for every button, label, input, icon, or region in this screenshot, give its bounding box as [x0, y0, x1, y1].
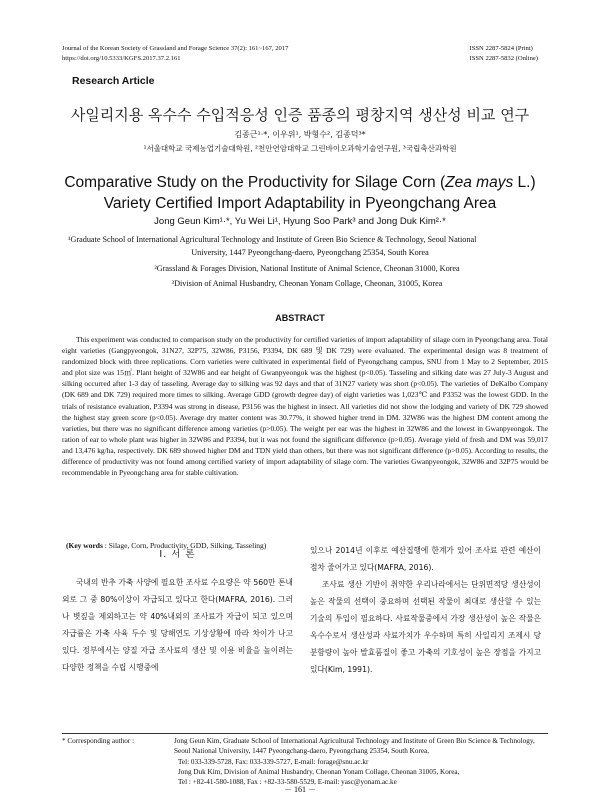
affiliation-1-line1: ¹Graduate School of International Agricultural Technology and Institute of Green Bio Science & Technology, Seoul National — [68, 235, 477, 244]
journal-header — [62, 44, 288, 63]
issn-block — [470, 44, 539, 63]
footnote-label: * Corresponding author : — [62, 737, 135, 745]
journal-citation: Journal of the Korean Society of Grassland and Forage Science 37(2): 161~167, 2017 — [62, 45, 289, 52]
keywords-label: (Key words — [66, 541, 103, 550]
article-type: Research Article — [72, 75, 155, 87]
english-title-part2: L.) Variety Certified Import Adaptability in Pyeongchang Area — [103, 174, 536, 212]
issn-online: ISSN 2287-5832 (Online) — [469, 54, 538, 62]
english-title-species: Zea mays — [445, 174, 514, 191]
english-title-part1: Comparative Study on the Productivity for Silage Corn ( — [64, 174, 446, 191]
body-left-column: 국내의 반추 가축 사양에 필요한 조사료 수요량은 약 560만 톤내외로 그 중 80%이상이 자급되고 있다고 한다(MAFRA, 2016). 그러나 볏짚을 제외하고는 약 40%내외의 조사료가 자급이 되고 있으며 자급률은 가축 사육 두수 및 당해연도 기상상황에 따라 차이가 나고 있다. 정부에서는 양질 자급 조사료의 생산 및 이용 비율을 높이려는 다양한 정책을 수립 시행중에 — [62, 578, 293, 672]
corresponding-author-footnote — [62, 736, 548, 787]
abstract-heading: ABSTRACT — [275, 313, 325, 323]
right-paragraph-1: 있으나 2014년 이후로 예산집행에 한계가 있어 조사료 관련 예산이 점차 줄어가고 있다(MAFRA, 2016). — [310, 546, 541, 572]
body-right-column — [310, 542, 541, 678]
korean-title: 사일리지용 옥수수 수입적응성 인증 품종의 평창지역 생산성 비교 연구 — [70, 106, 530, 124]
affiliation-1-line2: University, 1447 Pyeongchang-daero, Pyeongchang 25354, South Korea — [191, 248, 429, 257]
footnote-divider — [62, 733, 548, 734]
page-number: － 161 － — [284, 785, 316, 794]
keywords-list: : Silage, Corn, Productivity, GDD, Silking, Tasseling) — [102, 541, 267, 550]
footnote-line1: Jong Geun Kim, Graduate School of International Agricultural Technology and Institute of Green Bio Science & Technology, Seoul National University, 1447 Pyeongchang-daero, Pyeongchang 25354, South Korea, — [174, 737, 535, 756]
footnote-line4: Tel : +82-41-580-1088, Fax : +82-33-580-5529, E-mail: yasc@yonam.ac.ke — [178, 778, 397, 787]
issn-print: ISSN 2287-5824 (Print) — [469, 45, 533, 52]
korean-authors: 김종근¹·*, 이우위¹, 박형수², 김종덕³* — [234, 130, 366, 139]
doi-link[interactable]: https://doi.org/10.5333/KGFS.2017.37.2.161 — [62, 54, 181, 62]
english-authors: Jong Geun Kim¹·*, Yu Wei Li¹, Hyung Soo Park³ and Jong Duk Kim²·* — [154, 216, 446, 227]
affiliation-3: ³Division of Animal Husbandry, Cheonan Yonam Collage, Cheonan, 31005, Korea — [171, 279, 443, 288]
footnote-line3: Jong Duk Kim, Division of Animal Husbandry, Cheonan Yonam Collage, Cheonan 31005, Korea, — [178, 767, 460, 776]
affiliation-2: ²Grassland & Forages Division, National Institute of Animal Science, Cheonan 31000, Korea — [154, 264, 460, 273]
right-paragraph-2: 조사료 생산 기반이 취약한 우리나라에서는 단위면적당 생산성이 높은 작물의 선택이 중요하며 선택된 작물이 최대로 생산할 수 있는 기술의 투입이 필요하다. 사료작물중에서 가장 생산성이 높은 작물은 옥수수로서 생산성과 사료가치가 우수하며 특히 사일리지 조제시 당분함량이 높아 발효품질이 좋고 가축의 기호성이 높은 장점을 가지고 있다(Kim, 1991). — [310, 580, 541, 674]
korean-affiliations: ¹서울대학교 국제농업기술대학원, ²천안연암대학교 그린바이오과학기술연구원, ³국립축산과학원 — [143, 144, 457, 153]
footnote-line2: Tel: 033-339-5728, Fax: 033-339-5727, E-mail: forage@snu.ac.kr — [178, 757, 369, 766]
section-heading-introduction: Ⅰ. 서 론 — [159, 549, 196, 560]
english-title — [50, 172, 550, 214]
abstract-text: This experiment was conducted to comparison study on the productivity for certified varieties of import adaptability of silage corn in Pyeongchang area. Total eight varieties (Gangpyeongok, 31N27, 32P75, 32W86, P3156, P3394, DK 689 및 DK 729) were evaluated. The experimental design was 8 treatment of randomized block with three replications. Corn varieties were cultivated in experimental field of Pyeongchang campus, SNU from 1 May to 2 September, 2015 and plot size was 15㎡. Plant height of 32W86 and ear height of Gwanpyeongok was the highest (p<0.05). Tasseling and silking date was 27 July-3 August and silking occurred after 1-3 day of tasseling. Average day to silking was 92 days and that of 31N27 variety was short (p<0.05). The varieties of DeKalbo Company (DK 689 and DK 729) required more times to silking. Average GDD (growth degree day) of eight varieties was 1,023℃ and P3352 was the lowest GDD. In the trials of resistance evaluation, P3394 was strong in disease, P3156 was the highest in insect. All varieties did not show the lodging and variety of DK 729 showed the highest stay green score (p<0.05). Average dry matter content was 30.77%, it showed higher trend in DM. 32W86 was the highest DM content among the varieties, but there was no significant difference among varieties (p>0.05). The weight per ear was the highest in 32W86 and the lowest in Gwanpyeongok. The ration of ear to whole plant was higher in 32W86 and P3394, but it was not found the significant difference (p>0.05). Average yield of fresh and DM was 59,017 and 13,476 kg/ha, respectively. DK 689 showed higher DM and TDN yield than others, but there was not significant difference (p>0.05). According to results, the difference of productivity was not found among certified variety of import adaptability of silage corn. The varieties Gwanpyeongok, 32W86 and 32P75 would be recommendable in Pyeongchang area for stable cultivation. — [62, 335, 548, 478]
affiliation-1 — [62, 233, 552, 259]
